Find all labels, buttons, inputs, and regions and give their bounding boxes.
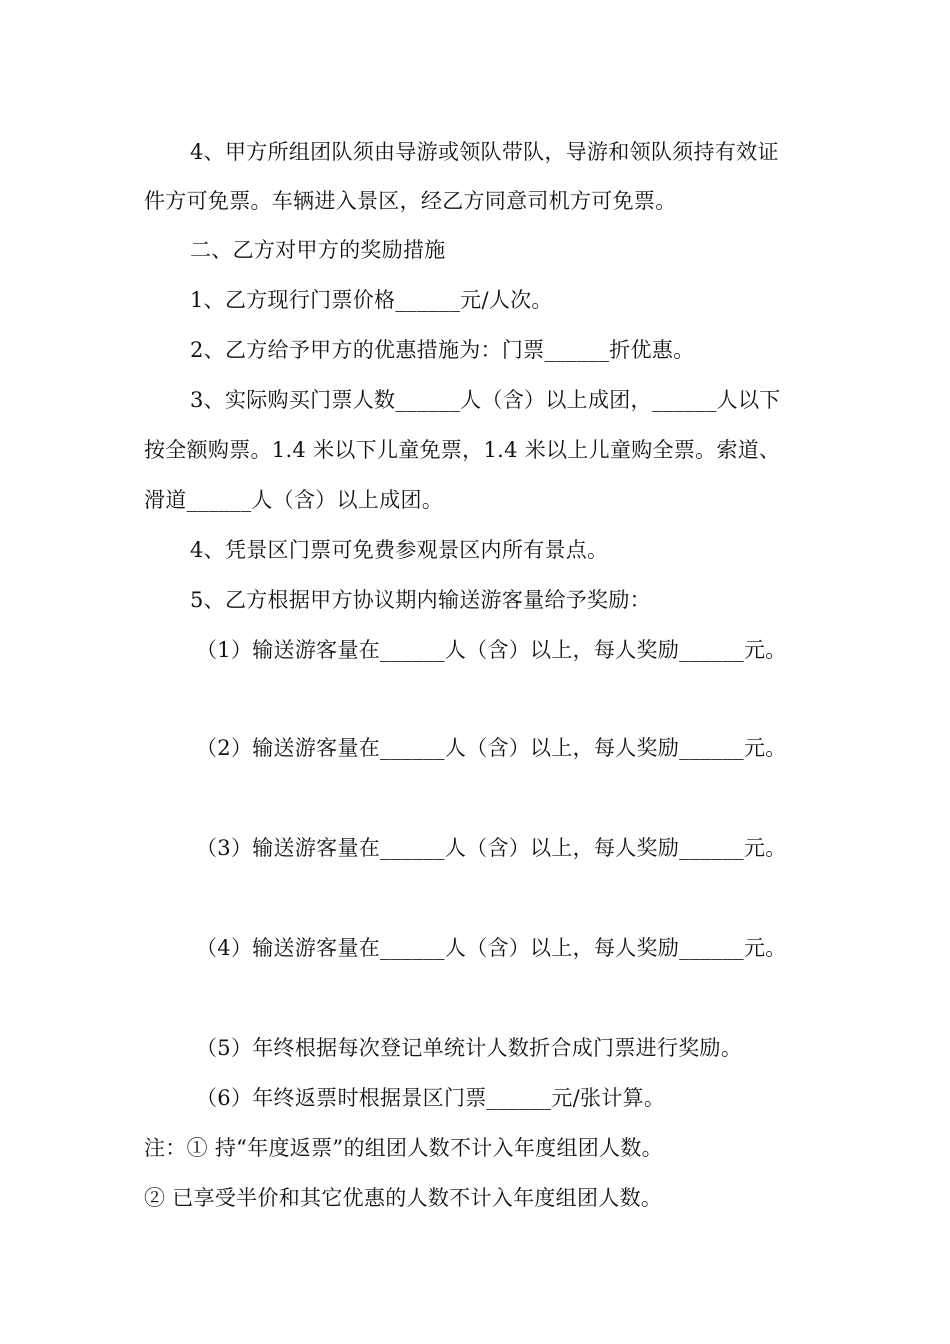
reward-item-3-continuation-2: 滑道______人（含）以上成团。 bbox=[144, 488, 444, 512]
reward-item-1-ticket-price: 1、乙方现行门票价格______元/人次。 bbox=[190, 288, 553, 312]
reward-item-2-discount: 2、乙方给予甲方的优惠措施为：门票______折优惠。 bbox=[190, 338, 695, 362]
reward-item-3-continuation: 按全额购票。1.4 米以下儿童免票，1.4 米以上儿童购全票。索道、 bbox=[144, 438, 781, 462]
clause-4-guide-requirement: 4、甲方所组团队须由导游或领队带队，导游和领队须持有效证 bbox=[190, 140, 779, 164]
note-1: 注：① 持“年度返票”的组团人数不计入年度组团人数。 bbox=[144, 1136, 663, 1160]
reward-item-3-group-size: 3、实际购买门票人数______人（含）以上成团，______人以下 bbox=[190, 388, 781, 412]
reward-item-5-volume: 5、乙方根据甲方协议期内输送游客量给予奖励： bbox=[190, 588, 651, 612]
reward-item-4-free-visit: 4、凭景区门票可免费参观景区内所有景点。 bbox=[190, 538, 609, 562]
volume-tier-5-year-end: （5）年终根据每次登记单统计人数折合成门票进行奖励。 bbox=[196, 1036, 743, 1060]
volume-tier-3: （3）输送游客量在______人（含）以上，每人奖励______元。 bbox=[196, 836, 787, 860]
volume-tier-6-refund-rate: （6）年终返票时根据景区门票______元/张计算。 bbox=[196, 1086, 666, 1110]
volume-tier-2: （2）输送游客量在______人（含）以上，每人奖励______元。 bbox=[196, 736, 787, 760]
note-2: ② 已享受半价和其它优惠的人数不计入年度组团人数。 bbox=[144, 1186, 663, 1210]
volume-tier-1: （1）输送游客量在______人（含）以上，每人奖励______元。 bbox=[196, 638, 787, 662]
volume-tier-4: （4）输送游客量在______人（含）以上，每人奖励______元。 bbox=[196, 936, 787, 960]
section-heading-rewards: 二、乙方对甲方的奖励措施 bbox=[190, 238, 446, 262]
clause-4-continuation: 件方可免票。车辆进入景区，经乙方同意司机方可免票。 bbox=[144, 189, 677, 213]
